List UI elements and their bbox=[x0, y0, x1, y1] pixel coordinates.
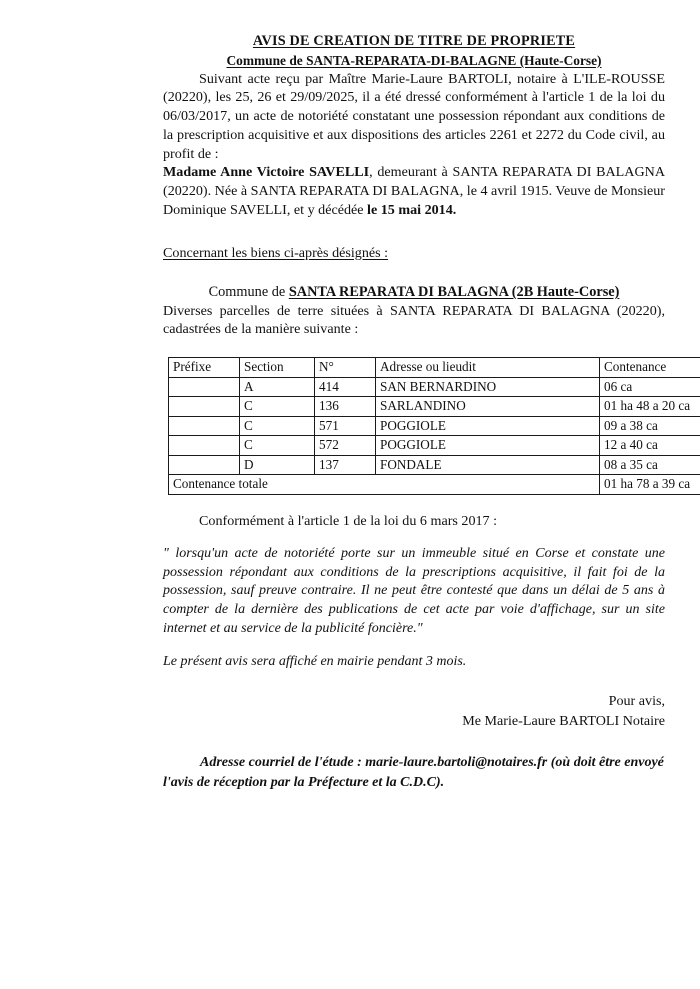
table-header-row bbox=[169, 357, 700, 377]
biens-heading: Concernant les biens ci-après désignés : bbox=[163, 244, 389, 261]
commune-name: SANTA REPARATA DI BALAGNA (2B Haute-Corse) bbox=[288, 283, 620, 300]
intro-paragraph: Suivant acte reçu par Maître Marie-Laure BARTOLI, notaire à L'ILE-ROUSSE (20220), les 25, 26 et 29/09/2025, il a été dressé conformément à l'article 1 de la loi du 06/03/2017, un acte de notoriété constatant une possession répondant aux conditions de la prescription acquisitive et aux dispositions des articles 2261 et 2272 du Code civil, au profit de : bbox=[163, 70, 665, 162]
parcelles-paragraph: Diverses parcelles de terre situées à SANTA REPARATA DI BALAGNA (20220), cadastrées de la manière suivante : bbox=[163, 302, 665, 338]
table-total-row bbox=[169, 475, 700, 495]
cell-contenance: 01 ha 48 a 20 ca bbox=[600, 397, 700, 417]
table-body bbox=[169, 377, 700, 494]
courriel-note: Adresse courriel de l'étude : marie-laure.bartoli@notaires.fr (où doit être envoyé l'avis de réception par la Préfecture et la C.D.C). bbox=[163, 755, 664, 790]
signature-block bbox=[163, 691, 665, 731]
cell-contenance: 06 ca bbox=[600, 377, 700, 397]
table-row bbox=[169, 436, 700, 456]
cell-section: C bbox=[240, 436, 315, 456]
signature-line-1: Pour avis, bbox=[608, 693, 665, 710]
cell-prefixe bbox=[169, 436, 240, 456]
loi-quote bbox=[163, 545, 665, 639]
cell-contenance: 08 a 35 ca bbox=[600, 455, 700, 475]
person-death-date: le 15 mai 2014. bbox=[367, 201, 457, 218]
cell-numero: 136 bbox=[315, 397, 376, 417]
page-title: AVIS DE CREATION DE TITRE DE PROPRIETE bbox=[252, 33, 576, 49]
cell-section: C bbox=[240, 416, 315, 436]
table-head bbox=[169, 357, 700, 377]
cell-adresse: POGGIOLE bbox=[376, 416, 600, 436]
loi-intro: Conformément à l'article 1 de la loi du 6 mars 2017 : bbox=[199, 513, 498, 530]
cell-section: A bbox=[240, 377, 315, 397]
cell-adresse: FONDALE bbox=[376, 455, 600, 475]
loi-affichage: Le présent avis sera affiché en mairie pendant 3 mois. bbox=[163, 653, 467, 669]
table-row bbox=[169, 397, 700, 417]
signature-line-2: Me Marie-Laure BARTOLI Notaire bbox=[462, 713, 665, 730]
cell-contenance: 09 a 38 ca bbox=[600, 416, 700, 436]
document-header bbox=[163, 0, 665, 70]
cell-prefixe bbox=[169, 377, 240, 397]
cell-numero: 571 bbox=[315, 416, 376, 436]
cell-prefixe bbox=[169, 397, 240, 417]
table-header-prefixe: Préfixe bbox=[169, 357, 240, 377]
table-row bbox=[169, 377, 700, 397]
commune-line bbox=[163, 283, 665, 302]
total-value: 01 ha 78 a 39 ca bbox=[600, 475, 700, 495]
table-header-numero: N° bbox=[315, 357, 376, 377]
person-paragraph bbox=[163, 163, 665, 219]
table-row bbox=[169, 455, 700, 475]
cell-adresse: SAN BERNARDINO bbox=[376, 377, 600, 397]
cell-prefixe bbox=[169, 416, 240, 436]
cell-numero: 137 bbox=[315, 455, 376, 475]
subtitle-row bbox=[163, 52, 665, 70]
cell-contenance: 12 a 40 ca bbox=[600, 436, 700, 456]
cell-prefixe bbox=[169, 455, 240, 475]
page-subtitle: Commune de SANTA-REPARATA-DI-BALAGNE (Haute-Corse) bbox=[226, 52, 602, 68]
commune-prefix: Commune de bbox=[208, 283, 289, 300]
table-header-contenance: Contenance bbox=[600, 357, 700, 377]
table-header-adresse: Adresse ou lieudit bbox=[376, 357, 600, 377]
table-header-section: Section bbox=[240, 357, 315, 377]
cadastre-table bbox=[168, 357, 700, 495]
person-residence: , demeurant à SANTA REPARATA DI BALAGNA (20220). Née à SANTA REPARATA DI BALAGNA, le 4 avril 1915. Veuve de Monsieur Dominique SAVELLI, et y décédée bbox=[163, 164, 666, 218]
cell-section: D bbox=[240, 455, 315, 475]
person-name: Madame Anne Victoire SAVELLI bbox=[163, 164, 370, 181]
loi-quote-text: " lorsqu'un acte de notoriété porte sur un immeuble situé en Corse et constate une possession répondant aux conditions de la prescriptions acquisitive, il fait foi de la possession, sauf preuve contraire. Il ne peut être contesté que dans un délai de 5 ans à compter de la dernière des publications de cet acte par voie d'affichage, sur un site internet et au service de la publicité foncière." bbox=[163, 545, 665, 636]
title-row bbox=[163, 32, 665, 51]
document-content bbox=[163, 0, 691, 807]
cell-numero: 414 bbox=[315, 377, 376, 397]
total-label: Contenance totale bbox=[169, 475, 600, 495]
cell-adresse: SARLANDINO bbox=[376, 397, 600, 417]
table-row bbox=[169, 416, 700, 436]
biens-heading-row bbox=[163, 220, 665, 262]
cell-section: C bbox=[240, 397, 315, 417]
cell-adresse: POGGIOLE bbox=[376, 436, 600, 456]
cell-numero: 572 bbox=[315, 436, 376, 456]
